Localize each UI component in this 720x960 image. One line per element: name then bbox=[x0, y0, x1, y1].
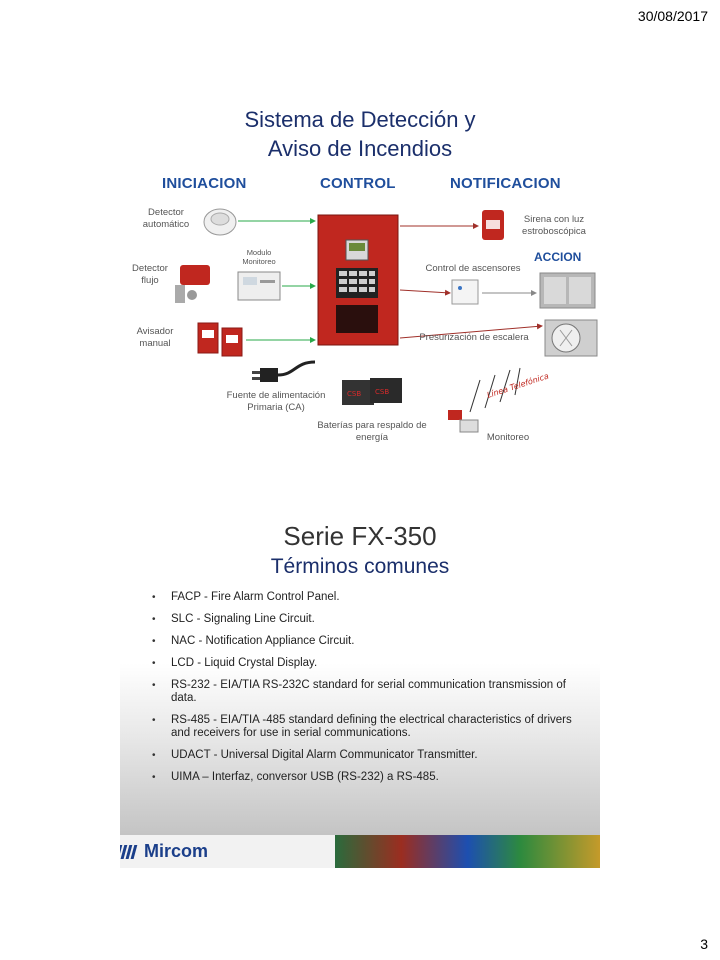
title-line-1: Sistema de Detección y bbox=[244, 107, 476, 132]
page-number: 3 bbox=[700, 936, 708, 952]
term-item: • NAC - Notification Appliance Circuit. bbox=[152, 635, 592, 648]
section-notificacion: NOTIFICACION bbox=[450, 175, 561, 192]
terms-list bbox=[152, 591, 592, 784]
label-presurizacion: Presurización de escalera bbox=[419, 332, 529, 343]
flow-detector-icon bbox=[175, 265, 210, 303]
system-diagram bbox=[120, 90, 600, 460]
slide-footer bbox=[120, 835, 600, 868]
telephone-line-monitoring-icon bbox=[448, 368, 550, 432]
slide-title: Serie FX-350 bbox=[283, 521, 437, 551]
term-item: • RS-232 - EIA/TIA RS-232C standard for serial communication transmission of data. bbox=[152, 679, 592, 705]
slide-subtitle: Términos comunes bbox=[270, 555, 450, 578]
elevator-control-module-icon bbox=[452, 280, 478, 304]
term-item: • UDACT - Universal Digital Alarm Communicator Transmitter. bbox=[152, 749, 592, 762]
smoke-detector-icon bbox=[204, 209, 236, 235]
label-monitoreo: Monitoreo bbox=[486, 432, 530, 443]
svg-text:CSB: CSB bbox=[375, 388, 390, 396]
slide-fx350-terms bbox=[120, 505, 600, 868]
mircom-brand: Mircom bbox=[144, 841, 209, 861]
term-item: • RS-485 - EIA/TIA -485 standard defining the electrical characteristics of drivers and receivers for use in serial communications. bbox=[152, 714, 592, 740]
title-line-2: Aviso de Incendios bbox=[267, 136, 453, 161]
date-header: 30/08/2017 bbox=[637, 8, 708, 24]
mircom-logo-icon bbox=[120, 835, 142, 868]
slide-fire-detection-system bbox=[120, 90, 600, 460]
siren-strobe-icon bbox=[482, 210, 504, 240]
manual-pull-station-icon bbox=[198, 323, 242, 356]
term-item: • LCD - Liquid Crystal Display. bbox=[152, 657, 592, 670]
section-iniciacion: INICIACION bbox=[162, 175, 247, 192]
label-detector-flujo: Detector flujo bbox=[132, 263, 168, 286]
label-control-ascensores: Control de ascensores bbox=[425, 263, 521, 274]
power-plug-icon bbox=[252, 362, 315, 382]
term-item: • SLC - Signaling Line Circuit. bbox=[152, 613, 592, 626]
telephone-line-text: Línea Telefónica bbox=[485, 371, 550, 400]
circuit-board-banner bbox=[335, 835, 600, 868]
term-item: • FACP - Fire Alarm Control Panel. bbox=[152, 591, 592, 604]
battery-icon bbox=[342, 378, 402, 405]
label-accion: ACCION bbox=[534, 250, 582, 264]
svg-text:CSB: CSB bbox=[347, 390, 362, 398]
label-avisador-manual: Avisador manual bbox=[136, 326, 174, 349]
label-detector-automatico: Detector automático bbox=[142, 207, 190, 230]
label-modulo-monitoreo: Modulo Monitoreo bbox=[242, 248, 276, 266]
label-baterias: Baterías para respaldo de energía bbox=[317, 420, 427, 443]
monitor-module-icon bbox=[238, 272, 280, 300]
term-item: • UIMA – Interfaz, conversor USB (RS-232) a RS-485. bbox=[152, 771, 592, 784]
pressurization-fan-icon bbox=[545, 320, 597, 356]
label-sirena: Sirena con luz estroboscópica bbox=[522, 214, 586, 237]
label-fuente-alimentacion: Fuente de alimentación Primaria (CA) bbox=[226, 390, 326, 413]
fire-alarm-control-panel-icon bbox=[318, 215, 398, 345]
elevator-icon bbox=[540, 273, 595, 308]
section-control: CONTROL bbox=[320, 175, 396, 192]
